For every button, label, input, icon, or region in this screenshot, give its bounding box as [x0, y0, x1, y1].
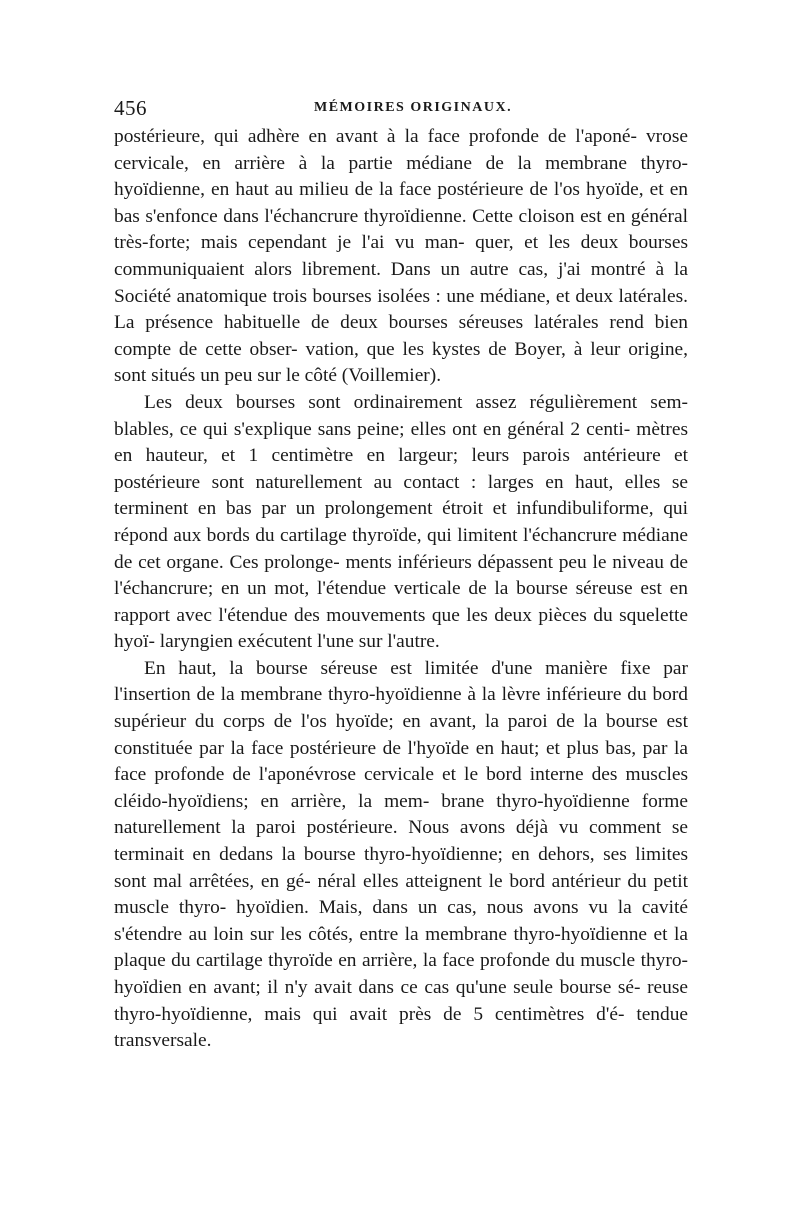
page-number: 456 [114, 96, 147, 120]
paragraph-continued: postérieure, qui adhère en avant à la face profonde de l'aponé- vrose cervicale, en arrière à la partie médiane de la membrane thyro-hyoïdienne, en haut au milieu de la face postérieure de l'os hyoïde, et en bas s'enfonce dans l'échancrure thyroïdienne. Cette cloison est en général très-forte; mais cependant je l'ai vu man- quer, et les deux bourses communiquaient alors librement. Dans un autre cas, j'ai montré à la Société anatomique trois bourses isolées : une médiane, et deux latérales. La présence habituelle de deux bourses séreuses latérales rend bien compte de cette obser- vation, que les kystes de Boyer, à leur origine, sont situés un peu sur le côté (Voillemier). [114, 126, 688, 387]
running-title: MÉMOIRES ORIGINAUX. [314, 100, 513, 115]
running-head [114, 96, 688, 122]
book-page [114, 96, 688, 1055]
paragraph-bourses: Les deux bourses sont ordinairement assez régulièrement sem- blables, ce qui s'explique sans peine; elles ont en général 2 centi- mètres en hauteur, et 1 centimètre en largeur; leurs parois antérieure et postérieure sont naturellement au contact : larges en haut, elles se terminent en bas par un prolongement étroit et infundibuliforme, qui répond aux bords du cartilage thyroïde, qui limitent l'échancrure médiane de cet organe. Ces prolonge- ments inférieurs dépassent peu le niveau de l'échancrure; en un mot, l'étendue verticale de la bourse séreuse est en rapport avec l'étendue des mouvements que les deux pièces du squelette hyoï- laryngien exécutent l'une sur l'autre. [114, 391, 688, 653]
body-text [114, 124, 688, 1055]
paragraph-limites: En haut, la bourse séreuse est limitée d'une manière fixe par l'insertion de la membrane thyro-hyoïdienne à la lèvre inférieure du bord supérieur du corps de l'os hyoïde; en avant, la paroi de la bourse est constituée par la face postérieure de l'hyoïde en haut; et plus bas, par la face profonde de l'aponévrose cervicale et le bord interne des muscles cléido-hyoïdiens; en arrière, la mem- brane thyro-hyoïdienne forme naturellement la paroi postérieure. Nous avons déjà vu comment se terminait en dedans la bourse thyro-hyoïdienne; en dehors, ses limites sont mal arrêtées, en gé- néral elles atteignent le bord antérieur du petit muscle thyro- hyoïdien. Mais, dans un cas, nous avons vu la cavité s'étendre au loin sur les côtés, entre la membrane thyro-hyoïdienne et la plaque du cartilage thyroïde en arrière, la face profonde du muscle thyro- hyoïdien en avant; il n'y avait dans ce cas qu'une seule bourse sé- reuse thyro-hyoïdienne, mais qui avait près de 5 centimètres d'é- tendue transversale. [114, 657, 688, 1052]
